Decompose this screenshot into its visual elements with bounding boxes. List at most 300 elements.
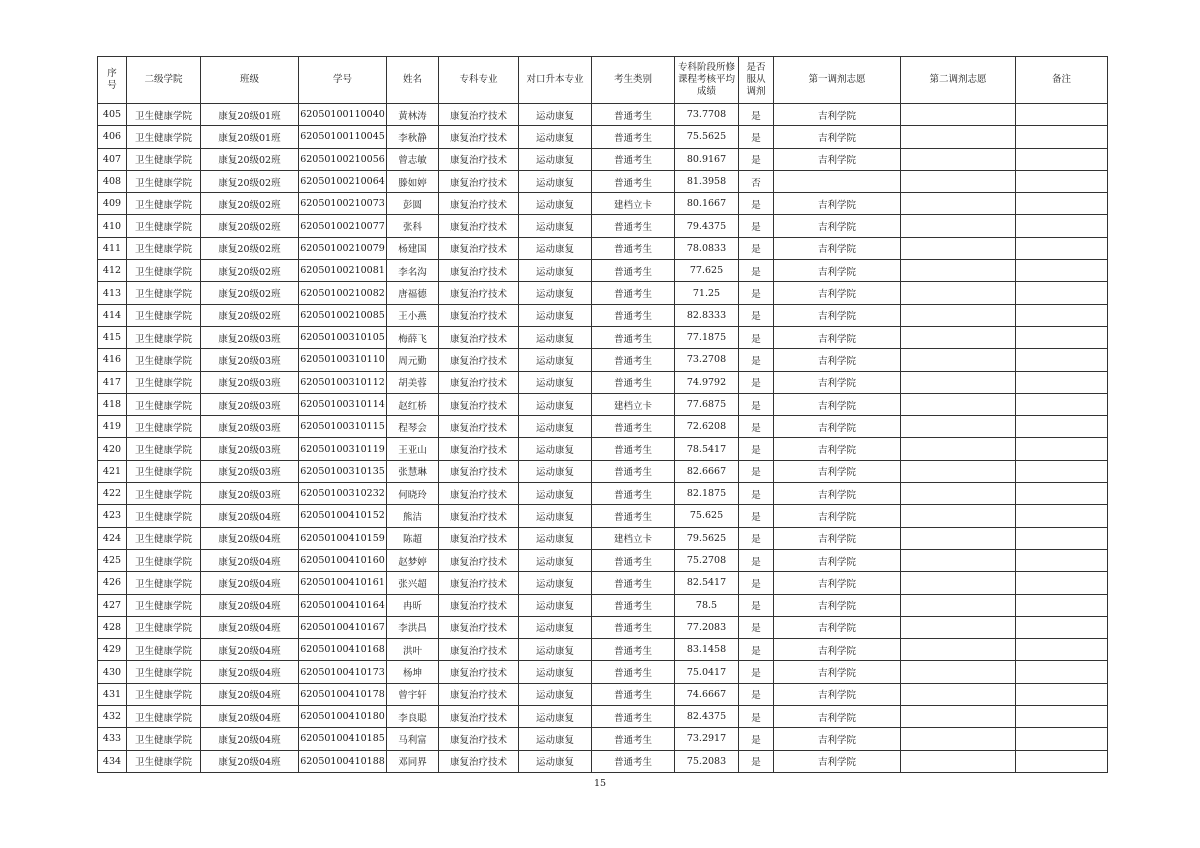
major-cell: 康复治疗技术 (439, 549, 519, 571)
header-student-id: 学号 (299, 57, 387, 104)
major-cell: 康复治疗技术 (439, 349, 519, 371)
candidate-type-cell: 普通考生 (592, 661, 675, 683)
serial-cell: 429 (98, 639, 127, 661)
student-id-cell: 62050100410185 (299, 728, 387, 750)
major-cell: 康复治疗技术 (439, 371, 519, 393)
second-choice-cell (901, 104, 1016, 126)
table-row (98, 639, 1108, 661)
class-cell: 康复20级04班 (201, 661, 299, 683)
major-cell: 康复治疗技术 (439, 706, 519, 728)
class-cell: 康复20级02班 (201, 237, 299, 259)
target-major-cell: 运动康复 (519, 639, 592, 661)
student-id-cell: 62050100210079 (299, 237, 387, 259)
major-cell: 康复治疗技术 (439, 215, 519, 237)
student-id-cell: 62050100410167 (299, 616, 387, 638)
candidate-type-cell: 普通考生 (592, 304, 675, 326)
results-sheet (97, 56, 1103, 773)
major-cell: 康复治疗技术 (439, 393, 519, 415)
name-cell: 曾宇轩 (387, 683, 439, 705)
college-cell: 卫生健康学院 (127, 505, 201, 527)
serial-cell: 407 (98, 148, 127, 170)
student-id-cell: 62050100210064 (299, 170, 387, 192)
target-major-cell: 运动康复 (519, 572, 592, 594)
major-cell: 康复治疗技术 (439, 460, 519, 482)
candidate-type-cell: 普通考生 (592, 683, 675, 705)
accept-adjustment-cell: 是 (739, 215, 774, 237)
candidate-type-cell: 普通考生 (592, 639, 675, 661)
average-score-cell: 79.4375 (675, 215, 739, 237)
candidate-type-cell: 普通考生 (592, 349, 675, 371)
student-id-cell: 62050100310135 (299, 460, 387, 482)
candidate-type-cell: 普通考生 (592, 616, 675, 638)
average-score-cell: 74.9792 (675, 371, 739, 393)
major-cell: 康复治疗技术 (439, 260, 519, 282)
candidate-type-cell: 普通考生 (592, 549, 675, 571)
target-major-cell: 运动康复 (519, 728, 592, 750)
class-cell: 康复20级04班 (201, 572, 299, 594)
major-cell: 康复治疗技术 (439, 483, 519, 505)
target-major-cell: 运动康复 (519, 438, 592, 460)
remarks-cell (1016, 594, 1108, 616)
name-cell: 熊洁 (387, 505, 439, 527)
college-cell: 卫生健康学院 (127, 416, 201, 438)
accept-adjustment-cell: 是 (739, 393, 774, 415)
name-cell: 赵梦婷 (387, 549, 439, 571)
first-choice-cell: 吉利学院 (774, 193, 901, 215)
target-major-cell: 运动康复 (519, 215, 592, 237)
accept-adjustment-cell: 是 (739, 728, 774, 750)
average-score-cell: 82.4375 (675, 706, 739, 728)
target-major-cell: 运动康复 (519, 260, 592, 282)
second-choice-cell (901, 616, 1016, 638)
class-cell: 康复20级04班 (201, 683, 299, 705)
remarks-cell (1016, 126, 1108, 148)
remarks-cell (1016, 572, 1108, 594)
remarks-cell (1016, 393, 1108, 415)
name-cell: 何晓玲 (387, 483, 439, 505)
target-major-cell: 运动康复 (519, 594, 592, 616)
student-id-cell: 62050100410173 (299, 661, 387, 683)
target-major-cell: 运动康复 (519, 527, 592, 549)
student-id-cell: 62050100310232 (299, 483, 387, 505)
table-row (98, 750, 1108, 772)
table-row (98, 728, 1108, 750)
candidate-type-cell: 普通考生 (592, 326, 675, 348)
serial-cell: 431 (98, 683, 127, 705)
college-cell: 卫生健康学院 (127, 126, 201, 148)
accept-adjustment-cell: 是 (739, 438, 774, 460)
header-college: 二级学院 (127, 57, 201, 104)
college-cell: 卫生健康学院 (127, 706, 201, 728)
class-cell: 康复20级04班 (201, 616, 299, 638)
remarks-cell (1016, 460, 1108, 482)
student-id-cell: 62050100210082 (299, 282, 387, 304)
table-row (98, 416, 1108, 438)
table-row (98, 661, 1108, 683)
student-id-cell: 62050100410159 (299, 527, 387, 549)
college-cell: 卫生健康学院 (127, 215, 201, 237)
accept-adjustment-cell: 是 (739, 260, 774, 282)
student-id-cell: 62050100310110 (299, 349, 387, 371)
candidate-type-cell: 普通考生 (592, 282, 675, 304)
target-major-cell: 运动康复 (519, 416, 592, 438)
name-cell: 洪叶 (387, 639, 439, 661)
average-score-cell: 80.9167 (675, 148, 739, 170)
major-cell: 康复治疗技术 (439, 416, 519, 438)
student-id-cell: 62050100310114 (299, 393, 387, 415)
name-cell: 邓同界 (387, 750, 439, 772)
remarks-cell (1016, 549, 1108, 571)
table-row (98, 104, 1108, 126)
serial-cell: 425 (98, 549, 127, 571)
candidate-type-cell: 建档立卡 (592, 527, 675, 549)
first-choice-cell (774, 170, 901, 192)
header-name: 姓名 (387, 57, 439, 104)
major-cell: 康复治疗技术 (439, 237, 519, 259)
candidate-type-cell: 普通考生 (592, 706, 675, 728)
major-cell: 康复治疗技术 (439, 750, 519, 772)
candidate-type-cell: 普通考生 (592, 215, 675, 237)
accept-adjustment-cell: 是 (739, 639, 774, 661)
second-choice-cell (901, 126, 1016, 148)
first-choice-cell: 吉利学院 (774, 416, 901, 438)
second-choice-cell (901, 148, 1016, 170)
student-id-cell: 62050100210073 (299, 193, 387, 215)
table-row (98, 483, 1108, 505)
college-cell: 卫生健康学院 (127, 460, 201, 482)
student-id-cell: 62050100410168 (299, 639, 387, 661)
accept-adjustment-cell: 是 (739, 527, 774, 549)
first-choice-cell: 吉利学院 (774, 706, 901, 728)
target-major-cell: 运动康复 (519, 371, 592, 393)
accept-adjustment-cell: 是 (739, 349, 774, 371)
first-choice-cell: 吉利学院 (774, 549, 901, 571)
first-choice-cell: 吉利学院 (774, 438, 901, 460)
name-cell: 周元勤 (387, 349, 439, 371)
header-major: 专科专业 (439, 57, 519, 104)
college-cell: 卫生健康学院 (127, 260, 201, 282)
candidate-type-cell: 普通考生 (592, 505, 675, 527)
serial-cell: 427 (98, 594, 127, 616)
serial-cell: 420 (98, 438, 127, 460)
target-major-cell: 运动康复 (519, 683, 592, 705)
candidate-type-cell: 普通考生 (592, 148, 675, 170)
second-choice-cell (901, 594, 1016, 616)
serial-cell: 430 (98, 661, 127, 683)
student-id-cell: 62050100310112 (299, 371, 387, 393)
candidate-type-cell: 普通考生 (592, 460, 675, 482)
college-cell: 卫生健康学院 (127, 594, 201, 616)
first-choice-cell: 吉利学院 (774, 393, 901, 415)
table-row (98, 572, 1108, 594)
first-choice-cell: 吉利学院 (774, 304, 901, 326)
first-choice-cell: 吉利学院 (774, 616, 901, 638)
remarks-cell (1016, 215, 1108, 237)
class-cell: 康复20级02班 (201, 282, 299, 304)
remarks-cell (1016, 170, 1108, 192)
second-choice-cell (901, 750, 1016, 772)
average-score-cell: 82.5417 (675, 572, 739, 594)
second-choice-cell (901, 706, 1016, 728)
student-id-cell: 62050100310119 (299, 438, 387, 460)
average-score-cell: 82.8333 (675, 304, 739, 326)
name-cell: 胡美蓉 (387, 371, 439, 393)
remarks-cell (1016, 706, 1108, 728)
remarks-cell (1016, 282, 1108, 304)
serial-cell: 424 (98, 527, 127, 549)
first-choice-cell: 吉利学院 (774, 282, 901, 304)
name-cell: 程琴会 (387, 416, 439, 438)
average-score-cell: 75.625 (675, 505, 739, 527)
table-row (98, 148, 1108, 170)
header-accept-adjustment: 是否服从调剂 (739, 57, 774, 104)
remarks-cell (1016, 148, 1108, 170)
name-cell: 曾志敏 (387, 148, 439, 170)
college-cell: 卫生健康学院 (127, 549, 201, 571)
candidate-type-cell: 普通考生 (592, 750, 675, 772)
major-cell: 康复治疗技术 (439, 170, 519, 192)
second-choice-cell (901, 639, 1016, 661)
first-choice-cell: 吉利学院 (774, 728, 901, 750)
remarks-cell (1016, 371, 1108, 393)
page-number: 15 (593, 778, 607, 789)
table-row (98, 260, 1108, 282)
major-cell: 康复治疗技术 (439, 661, 519, 683)
serial-cell: 414 (98, 304, 127, 326)
candidate-type-cell: 普通考生 (592, 728, 675, 750)
name-cell: 李洪昌 (387, 616, 439, 638)
serial-cell: 411 (98, 237, 127, 259)
college-cell: 卫生健康学院 (127, 527, 201, 549)
class-cell: 康复20级03班 (201, 438, 299, 460)
student-id-cell: 62050100410180 (299, 706, 387, 728)
first-choice-cell: 吉利学院 (774, 260, 901, 282)
candidate-type-cell: 普通考生 (592, 483, 675, 505)
major-cell: 康复治疗技术 (439, 594, 519, 616)
class-cell: 康复20级04班 (201, 706, 299, 728)
target-major-cell: 运动康复 (519, 326, 592, 348)
remarks-cell (1016, 438, 1108, 460)
college-cell: 卫生健康学院 (127, 282, 201, 304)
name-cell: 杨坤 (387, 661, 439, 683)
average-score-cell: 80.1667 (675, 193, 739, 215)
name-cell: 梅薛飞 (387, 326, 439, 348)
name-cell: 王亚山 (387, 438, 439, 460)
class-cell: 康复20级03班 (201, 460, 299, 482)
serial-cell: 428 (98, 616, 127, 638)
first-choice-cell: 吉利学院 (774, 326, 901, 348)
name-cell: 黄林涛 (387, 104, 439, 126)
major-cell: 康复治疗技术 (439, 193, 519, 215)
serial-cell: 413 (98, 282, 127, 304)
college-cell: 卫生健康学院 (127, 148, 201, 170)
college-cell: 卫生健康学院 (127, 438, 201, 460)
table-row (98, 460, 1108, 482)
second-choice-cell (901, 349, 1016, 371)
class-cell: 康复20级01班 (201, 104, 299, 126)
target-major-cell: 运动康复 (519, 706, 592, 728)
class-cell: 康复20级04班 (201, 639, 299, 661)
serial-cell: 433 (98, 728, 127, 750)
second-choice-cell (901, 438, 1016, 460)
class-cell: 康复20级01班 (201, 126, 299, 148)
college-cell: 卫生健康学院 (127, 349, 201, 371)
major-cell: 康复治疗技术 (439, 438, 519, 460)
second-choice-cell (901, 193, 1016, 215)
first-choice-cell: 吉利学院 (774, 126, 901, 148)
table-row (98, 349, 1108, 371)
remarks-cell (1016, 639, 1108, 661)
name-cell: 杨建国 (387, 237, 439, 259)
major-cell: 康复治疗技术 (439, 572, 519, 594)
average-score-cell: 78.5 (675, 594, 739, 616)
target-major-cell: 运动康复 (519, 505, 592, 527)
accept-adjustment-cell: 是 (739, 706, 774, 728)
major-cell: 康复治疗技术 (439, 148, 519, 170)
accept-adjustment-cell: 是 (739, 683, 774, 705)
remarks-cell (1016, 616, 1108, 638)
name-cell: 张兴超 (387, 572, 439, 594)
target-major-cell: 运动康复 (519, 349, 592, 371)
remarks-cell (1016, 349, 1108, 371)
first-choice-cell: 吉利学院 (774, 505, 901, 527)
major-cell: 康复治疗技术 (439, 282, 519, 304)
candidate-type-cell: 普通考生 (592, 572, 675, 594)
college-cell: 卫生健康学院 (127, 304, 201, 326)
first-choice-cell: 吉利学院 (774, 527, 901, 549)
class-cell: 康复20级02班 (201, 193, 299, 215)
remarks-cell (1016, 505, 1108, 527)
target-major-cell: 运动康复 (519, 126, 592, 148)
target-major-cell: 运动康复 (519, 460, 592, 482)
target-major-cell: 运动康复 (519, 750, 592, 772)
serial-cell: 423 (98, 505, 127, 527)
first-choice-cell: 吉利学院 (774, 104, 901, 126)
table-row (98, 706, 1108, 728)
accept-adjustment-cell: 是 (739, 326, 774, 348)
class-cell: 康复20级04班 (201, 750, 299, 772)
candidate-type-cell: 普通考生 (592, 416, 675, 438)
accept-adjustment-cell: 否 (739, 170, 774, 192)
remarks-cell (1016, 683, 1108, 705)
accept-adjustment-cell: 是 (739, 148, 774, 170)
header-candidate-type: 考生类别 (592, 57, 675, 104)
candidate-type-cell: 普通考生 (592, 237, 675, 259)
class-cell: 康复20级03班 (201, 483, 299, 505)
first-choice-cell: 吉利学院 (774, 460, 901, 482)
serial-cell: 417 (98, 371, 127, 393)
second-choice-cell (901, 416, 1016, 438)
major-cell: 康复治疗技术 (439, 527, 519, 549)
table-row (98, 215, 1108, 237)
average-score-cell: 75.0417 (675, 661, 739, 683)
serial-cell: 409 (98, 193, 127, 215)
second-choice-cell (901, 371, 1016, 393)
first-choice-cell: 吉利学院 (774, 572, 901, 594)
student-id-cell: 62050100410178 (299, 683, 387, 705)
accept-adjustment-cell: 是 (739, 304, 774, 326)
college-cell: 卫生健康学院 (127, 683, 201, 705)
college-cell: 卫生健康学院 (127, 639, 201, 661)
candidate-type-cell: 普通考生 (592, 170, 675, 192)
second-choice-cell (901, 282, 1016, 304)
college-cell: 卫生健康学院 (127, 371, 201, 393)
class-cell: 康复20级02班 (201, 215, 299, 237)
remarks-cell (1016, 304, 1108, 326)
serial-cell: 412 (98, 260, 127, 282)
second-choice-cell (901, 170, 1016, 192)
header-row (98, 57, 1108, 104)
header-remarks: 备注 (1016, 57, 1108, 104)
name-cell: 唐福德 (387, 282, 439, 304)
serial-cell: 434 (98, 750, 127, 772)
name-cell: 滕如婷 (387, 170, 439, 192)
average-score-cell: 73.2917 (675, 728, 739, 750)
header-second-choice: 第二调剂志愿 (901, 57, 1016, 104)
college-cell: 卫生健康学院 (127, 572, 201, 594)
target-major-cell: 运动康复 (519, 104, 592, 126)
remarks-cell (1016, 104, 1108, 126)
student-id-cell: 62050100210085 (299, 304, 387, 326)
average-score-cell: 81.3958 (675, 170, 739, 192)
name-cell: 李名沟 (387, 260, 439, 282)
student-id-cell: 62050100410188 (299, 750, 387, 772)
college-cell: 卫生健康学院 (127, 393, 201, 415)
college-cell: 卫生健康学院 (127, 326, 201, 348)
name-cell: 李良聪 (387, 706, 439, 728)
major-cell: 康复治疗技术 (439, 126, 519, 148)
average-score-cell: 77.1875 (675, 326, 739, 348)
candidate-type-cell: 建档立卡 (592, 193, 675, 215)
remarks-cell (1016, 527, 1108, 549)
average-score-cell: 73.7708 (675, 104, 739, 126)
name-cell: 张科 (387, 215, 439, 237)
candidate-type-cell: 普通考生 (592, 594, 675, 616)
remarks-cell (1016, 728, 1108, 750)
college-cell: 卫生健康学院 (127, 483, 201, 505)
table-row (98, 193, 1108, 215)
second-choice-cell (901, 304, 1016, 326)
target-major-cell: 运动康复 (519, 148, 592, 170)
major-cell: 康复治疗技术 (439, 326, 519, 348)
name-cell: 彭圆 (387, 193, 439, 215)
average-score-cell: 77.2083 (675, 616, 739, 638)
serial-cell: 432 (98, 706, 127, 728)
major-cell: 康复治疗技术 (439, 505, 519, 527)
student-id-cell: 62050100310115 (299, 416, 387, 438)
admission-table (97, 56, 1108, 773)
name-cell: 赵红桥 (387, 393, 439, 415)
student-id-cell: 62050100110040 (299, 104, 387, 126)
target-major-cell: 运动康复 (519, 393, 592, 415)
table-row (98, 616, 1108, 638)
accept-adjustment-cell: 是 (739, 282, 774, 304)
remarks-cell (1016, 326, 1108, 348)
class-cell: 康复20级02班 (201, 148, 299, 170)
average-score-cell: 72.6208 (675, 416, 739, 438)
candidate-type-cell: 普通考生 (592, 438, 675, 460)
class-cell: 康复20级03班 (201, 371, 299, 393)
class-cell: 康复20级03班 (201, 326, 299, 348)
target-major-cell: 运动康复 (519, 304, 592, 326)
second-choice-cell (901, 326, 1016, 348)
first-choice-cell: 吉利学院 (774, 639, 901, 661)
candidate-type-cell: 普通考生 (592, 126, 675, 148)
candidate-type-cell: 普通考生 (592, 104, 675, 126)
table-row (98, 237, 1108, 259)
average-score-cell: 71.25 (675, 282, 739, 304)
major-cell: 康复治疗技术 (439, 639, 519, 661)
